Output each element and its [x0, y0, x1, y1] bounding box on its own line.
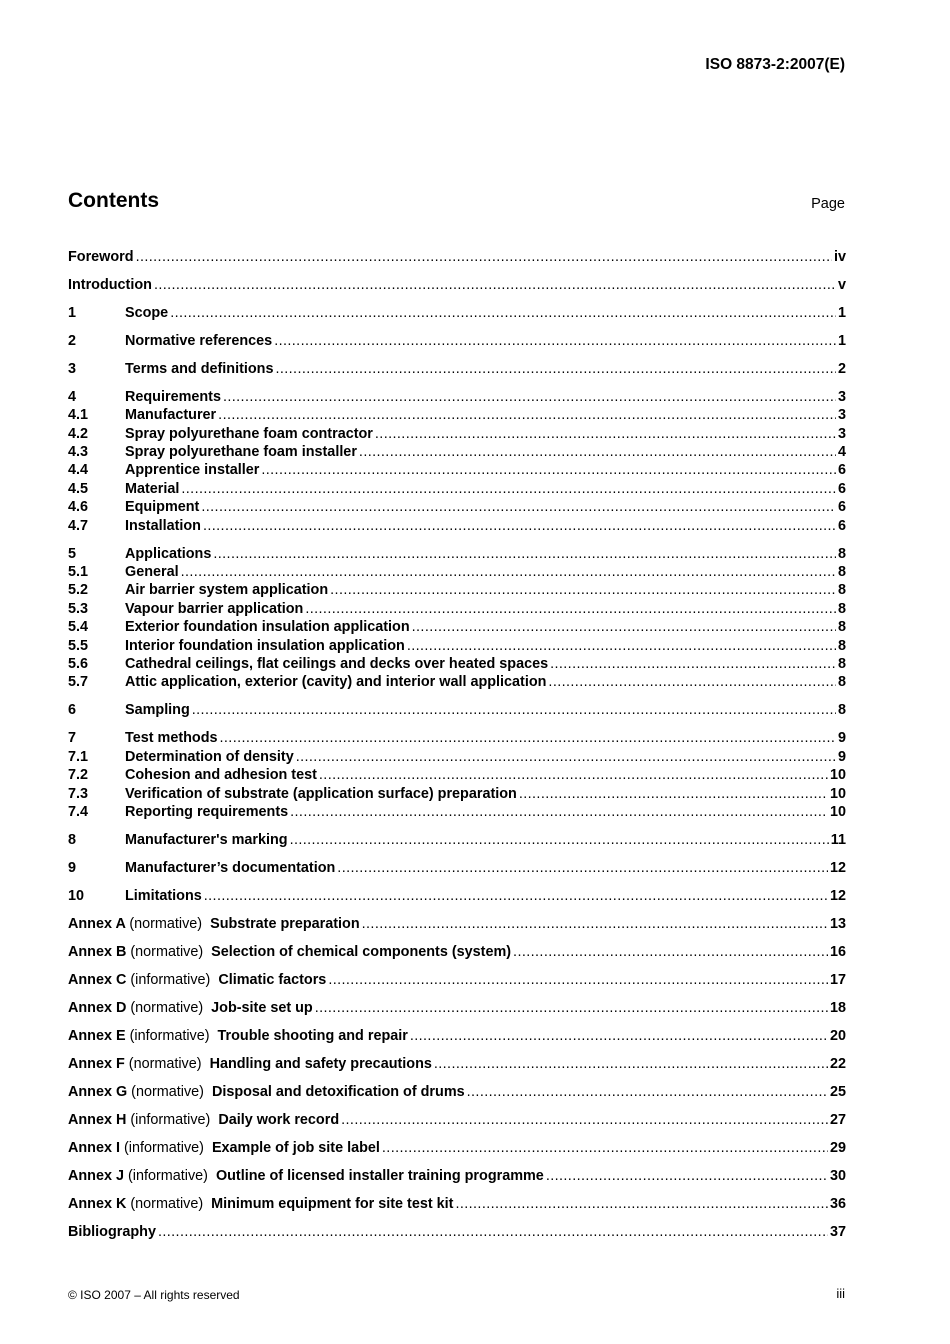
toc-entry-title: Bibliography [68, 1223, 156, 1240]
toc-entry-number: 8 [68, 831, 77, 848]
toc-entry-page: 6 [837, 517, 846, 534]
toc-entry-title: Manufacturer’s documentation [125, 859, 336, 876]
toc-entry[interactable] [68, 1140, 846, 1158]
toc-entry-title [68, 1084, 465, 1100]
dot-leader [550, 656, 836, 672]
dot-leader [412, 619, 836, 635]
annex-label: Annex J [68, 1167, 124, 1184]
toc-entry[interactable] [68, 619, 846, 637]
annex-label: Annex A [68, 915, 126, 932]
dot-leader [213, 546, 836, 562]
toc-entry-page: 8 [837, 582, 846, 599]
toc-entry-page: 8 [837, 600, 846, 617]
annex-label: Annex B [68, 943, 127, 960]
annex-label: Annex G [68, 1083, 128, 1100]
toc-entry-number: 5.7 [68, 674, 89, 691]
toc-entry-number: 5 [68, 545, 77, 562]
annex-kind: (informative) [123, 1139, 204, 1156]
toc-entry-page: 4 [837, 444, 846, 461]
toc-entry[interactable] [68, 444, 846, 462]
dot-leader [158, 1224, 828, 1240]
dot-leader [513, 944, 828, 960]
dot-leader [359, 444, 836, 460]
annex-label: Annex I [68, 1139, 120, 1156]
toc-entry-title [68, 944, 511, 960]
annex-kind: (normative) [128, 1055, 202, 1072]
page-title: Contents [68, 189, 159, 212]
toc-entry-number: 4.7 [68, 517, 89, 534]
toc-entry-page: 6 [837, 499, 846, 516]
standard-number: ISO 8873-2:2007(E) [705, 56, 845, 73]
toc-entry-page: 6 [837, 480, 846, 497]
toc-entry-title: Scope [125, 304, 169, 321]
toc-entry-number: 5.6 [68, 655, 89, 672]
toc-entry-page: 17 [829, 971, 846, 988]
annex-kind: (informative) [130, 971, 211, 988]
toc-entry-title: Vapour barrier application [125, 600, 304, 617]
toc-entry-page: 36 [829, 1195, 846, 1212]
toc-entry[interactable] [68, 916, 846, 934]
toc-entry[interactable] [68, 860, 846, 878]
toc-entry-title: Material [125, 480, 180, 497]
toc-entry[interactable] [68, 333, 846, 351]
copyright-notice: © ISO 2007 – All rights reserved [68, 1288, 240, 1302]
toc-entry-number: 4.4 [68, 462, 89, 479]
toc-entry-title [68, 972, 326, 988]
annex-kind: (informative) [129, 1027, 210, 1044]
dot-leader [192, 702, 836, 718]
dot-leader [181, 564, 836, 580]
toc-entry-page: 3 [837, 425, 846, 442]
toc-entry-page: 8 [837, 674, 846, 691]
toc-entry-title [68, 1028, 408, 1044]
toc-entry-title: General [125, 564, 179, 581]
toc-entry[interactable] [68, 888, 846, 906]
toc-entry[interactable] [68, 944, 846, 962]
toc-entry[interactable] [68, 1168, 846, 1186]
toc-entry-title: Exterior foundation insulation application [125, 619, 410, 636]
dot-leader [204, 888, 828, 904]
toc-entry-title: Sampling [125, 702, 190, 719]
toc-entry[interactable] [68, 749, 846, 767]
toc-entry[interactable] [68, 786, 846, 804]
toc-entry-title: Foreword [68, 249, 134, 265]
annex-label: Annex K [68, 1195, 127, 1212]
annex-label: Annex C [68, 971, 127, 988]
toc-entry[interactable] [68, 832, 846, 850]
dot-leader [434, 1056, 828, 1072]
toc-entry-page: 10 [829, 803, 846, 820]
toc-entry-page: 8 [837, 545, 846, 562]
dot-leader [261, 462, 836, 478]
annex-title: Job-site set up [211, 999, 313, 1016]
dot-leader [154, 277, 836, 293]
toc-entry-title: Spray polyurethane foam contractor [125, 425, 373, 442]
toc-entry-title: Requirements [125, 388, 221, 405]
toc-entry[interactable] [68, 1056, 846, 1074]
toc-entry-title [68, 1140, 380, 1156]
dot-leader [305, 601, 836, 617]
toc-entry-page: 25 [829, 1083, 846, 1100]
dot-leader [220, 730, 836, 746]
dot-leader [290, 832, 829, 848]
dot-leader [203, 518, 836, 534]
toc-entry[interactable] [68, 249, 846, 267]
toc-entry-number: 1 [68, 304, 77, 321]
toc-entry-title [68, 1112, 339, 1128]
annex-kind: (informative) [130, 1111, 211, 1128]
dot-leader [362, 916, 828, 932]
dot-leader [275, 361, 836, 377]
dot-leader [337, 860, 828, 876]
toc-entry-number: 7.2 [68, 767, 89, 784]
toc-entry[interactable] [68, 1084, 846, 1102]
toc-entry-number: 3 [68, 360, 77, 377]
toc-entry-title [68, 1168, 544, 1184]
toc-entry-title [68, 1000, 313, 1016]
toc-entry-title: Attic application, exterior (cavity) and interior wall application [125, 674, 547, 691]
annex-title: Handling and safety precautions [209, 1055, 432, 1072]
toc-entry-title: Manufacturer [125, 407, 217, 424]
dot-leader [274, 333, 836, 349]
toc-entry-page: 13 [829, 915, 846, 932]
dot-leader [382, 1140, 828, 1156]
toc-entry-page: 37 [829, 1223, 846, 1240]
toc-entry-number: 7.1 [68, 748, 89, 765]
annex-title: Daily work record [218, 1111, 340, 1128]
dot-leader [223, 389, 836, 405]
toc-entry-title: Installation [125, 517, 201, 534]
toc-entry-page: 29 [829, 1139, 846, 1156]
toc-entry-title: Equipment [125, 499, 200, 516]
toc-entry[interactable] [68, 518, 846, 536]
toc-entry-page: 2 [837, 360, 846, 377]
toc-entry-number: 4.3 [68, 444, 89, 461]
toc-entry[interactable] [68, 1112, 846, 1130]
toc-entry-page: 8 [837, 619, 846, 636]
toc-entry-page: 9 [837, 730, 846, 747]
toc-entry[interactable] [68, 767, 846, 785]
toc-entry-number: 5.5 [68, 637, 89, 654]
toc-entry-title: Limitations [125, 887, 202, 904]
toc-entry-page: 1 [837, 332, 846, 349]
dot-leader [407, 638, 836, 654]
toc-entry-page: 9 [837, 748, 846, 765]
dot-leader [290, 804, 828, 820]
toc-entry[interactable] [68, 481, 846, 499]
toc-entry[interactable] [68, 305, 846, 323]
dot-leader [181, 481, 836, 497]
toc-entry[interactable] [68, 546, 846, 564]
toc-entry-page: 1 [837, 304, 846, 321]
toc-entry-title: Apprentice installer [125, 462, 260, 479]
annex-title: Substrate preparation [210, 915, 360, 932]
annex-title: Outline of licensed installer training programme [215, 1167, 544, 1184]
toc-entry[interactable] [68, 1028, 846, 1046]
toc-entry-page: 8 [837, 655, 846, 672]
annex-label: Annex H [68, 1111, 127, 1128]
dot-leader [136, 249, 832, 265]
toc-entry-number: 7.4 [68, 803, 89, 820]
annex-kind: (normative) [130, 943, 204, 960]
dot-leader [375, 426, 836, 442]
toc-entry-title [68, 1196, 453, 1212]
toc-entry-number: 5.1 [68, 564, 89, 581]
toc-entry[interactable] [68, 702, 846, 720]
toc-entry-title: Test methods [125, 730, 218, 747]
toc-entry[interactable] [68, 730, 846, 748]
toc-entry[interactable] [68, 582, 846, 600]
toc-entry[interactable] [68, 564, 846, 582]
toc-entry-number: 10 [68, 887, 85, 904]
toc-entry[interactable] [68, 389, 846, 407]
annex-title: Climatic factors [218, 971, 327, 988]
toc-entry-title: Manufacturer's marking [125, 831, 288, 848]
dot-leader [341, 1112, 828, 1128]
dot-leader [218, 407, 836, 423]
toc-entry-number: 5.4 [68, 619, 89, 636]
dot-leader [519, 786, 828, 802]
toc-entry-number: 7 [68, 730, 77, 747]
toc-entry-title: Cathedral ceilings, flat ceilings and decks over heated spaces [125, 655, 549, 672]
toc-entry-page: 12 [829, 887, 846, 904]
toc-entry-page: 22 [829, 1055, 846, 1072]
toc-entry-title [68, 916, 360, 932]
toc-entry-title [68, 1056, 432, 1072]
page-column-label: Page [811, 196, 845, 212]
annex-title: Disposal and detoxification of drums [211, 1083, 465, 1100]
toc-entry-title: Normative references [125, 332, 273, 349]
annex-kind: (normative) [129, 915, 203, 932]
toc-entry[interactable] [68, 462, 846, 480]
dot-leader [467, 1084, 828, 1100]
dot-leader [319, 767, 828, 783]
toc-entry[interactable] [68, 804, 846, 822]
annex-kind: (normative) [130, 999, 204, 1016]
toc-entry-page: 8 [837, 702, 846, 719]
toc-entry-page: iv [833, 249, 846, 265]
toc-entry-page: 18 [829, 999, 846, 1016]
toc-entry-number: 4.2 [68, 425, 89, 442]
toc-entry-page: 30 [829, 1167, 846, 1184]
toc-entry-number: 7.3 [68, 785, 89, 802]
toc-entry-title: Applications [125, 545, 212, 562]
toc-entry-page: 16 [829, 943, 846, 960]
toc-entry[interactable] [68, 361, 846, 379]
toc-entry-number: 5.3 [68, 600, 89, 617]
toc-entry-number: 6 [68, 702, 77, 719]
dot-leader [315, 1000, 828, 1016]
toc-entry-page: 3 [837, 407, 846, 424]
dot-leader [296, 749, 836, 765]
toc-entry-title: Air barrier system application [125, 582, 329, 599]
toc-entry[interactable] [68, 638, 846, 656]
toc-entry-page: 10 [829, 785, 846, 802]
toc-entry-number: 2 [68, 332, 77, 349]
toc-entry-title: Cohesion and adhesion test [125, 767, 317, 784]
dot-leader [455, 1196, 828, 1212]
toc-entry[interactable] [68, 1224, 846, 1242]
page-number: iii [836, 1286, 845, 1301]
toc-entry-number: 4.1 [68, 407, 89, 424]
toc-entry[interactable] [68, 972, 846, 990]
toc-entry-number: 4.6 [68, 499, 89, 516]
toc-entry-title: Verification of substrate (application surface) preparation [125, 785, 517, 802]
annex-label: Annex D [68, 999, 127, 1016]
annex-kind: (normative) [131, 1083, 204, 1100]
toc-entry[interactable] [68, 601, 846, 619]
toc-entry-title: Reporting requirements [125, 803, 289, 820]
toc-entry-number: 5.2 [68, 582, 89, 599]
toc-entry-page: 11 [830, 831, 846, 848]
toc-entry-page: 8 [837, 564, 846, 581]
toc-entry-page: 27 [829, 1111, 846, 1128]
toc-entry[interactable] [68, 277, 846, 295]
dot-leader [201, 499, 836, 515]
dot-leader [330, 582, 836, 598]
toc-entry-title: Introduction [68, 276, 152, 293]
table-of-contents [68, 249, 846, 1242]
annex-label: Annex E [68, 1027, 126, 1044]
toc-entry-number: 4 [68, 388, 77, 405]
annex-kind: (normative) [130, 1195, 204, 1212]
toc-entry-page: 8 [837, 637, 846, 654]
toc-entry-title: Spray polyurethane foam installer [125, 444, 357, 461]
annex-title: Selection of chemical components (system) [211, 943, 512, 960]
toc-entry-page: 20 [829, 1027, 846, 1044]
dot-leader [548, 674, 836, 690]
toc-entry[interactable] [68, 426, 846, 444]
toc-entry-title: Determination of density [125, 748, 294, 765]
toc-entry-title: Interior foundation insulation application [125, 637, 405, 654]
toc-entry[interactable] [68, 656, 846, 674]
toc-entry-page: v [837, 276, 846, 293]
toc-entry-title: Terms and definitions [125, 360, 274, 377]
dot-leader [546, 1168, 828, 1184]
annex-kind: (informative) [127, 1167, 208, 1184]
toc-entry[interactable] [68, 1196, 846, 1214]
dot-leader [328, 972, 828, 988]
toc-entry[interactable] [68, 674, 846, 692]
annex-label: Annex F [68, 1055, 125, 1072]
toc-entry[interactable] [68, 407, 846, 425]
annex-title: Example of job site label [211, 1139, 380, 1156]
toc-entry-page: 6 [837, 462, 846, 479]
toc-entry-page: 10 [829, 767, 846, 784]
toc-entry[interactable] [68, 499, 846, 517]
toc-entry-page: 3 [837, 388, 846, 405]
toc-entry-page: 12 [829, 859, 846, 876]
toc-entry[interactable] [68, 1000, 846, 1018]
annex-title: Trouble shooting and repair [217, 1027, 408, 1044]
toc-entry-number: 9 [68, 859, 77, 876]
annex-title: Minimum equipment for site test kit [211, 1195, 454, 1212]
toc-entry-number: 4.5 [68, 480, 89, 497]
dot-leader [410, 1028, 828, 1044]
dot-leader [170, 305, 836, 321]
